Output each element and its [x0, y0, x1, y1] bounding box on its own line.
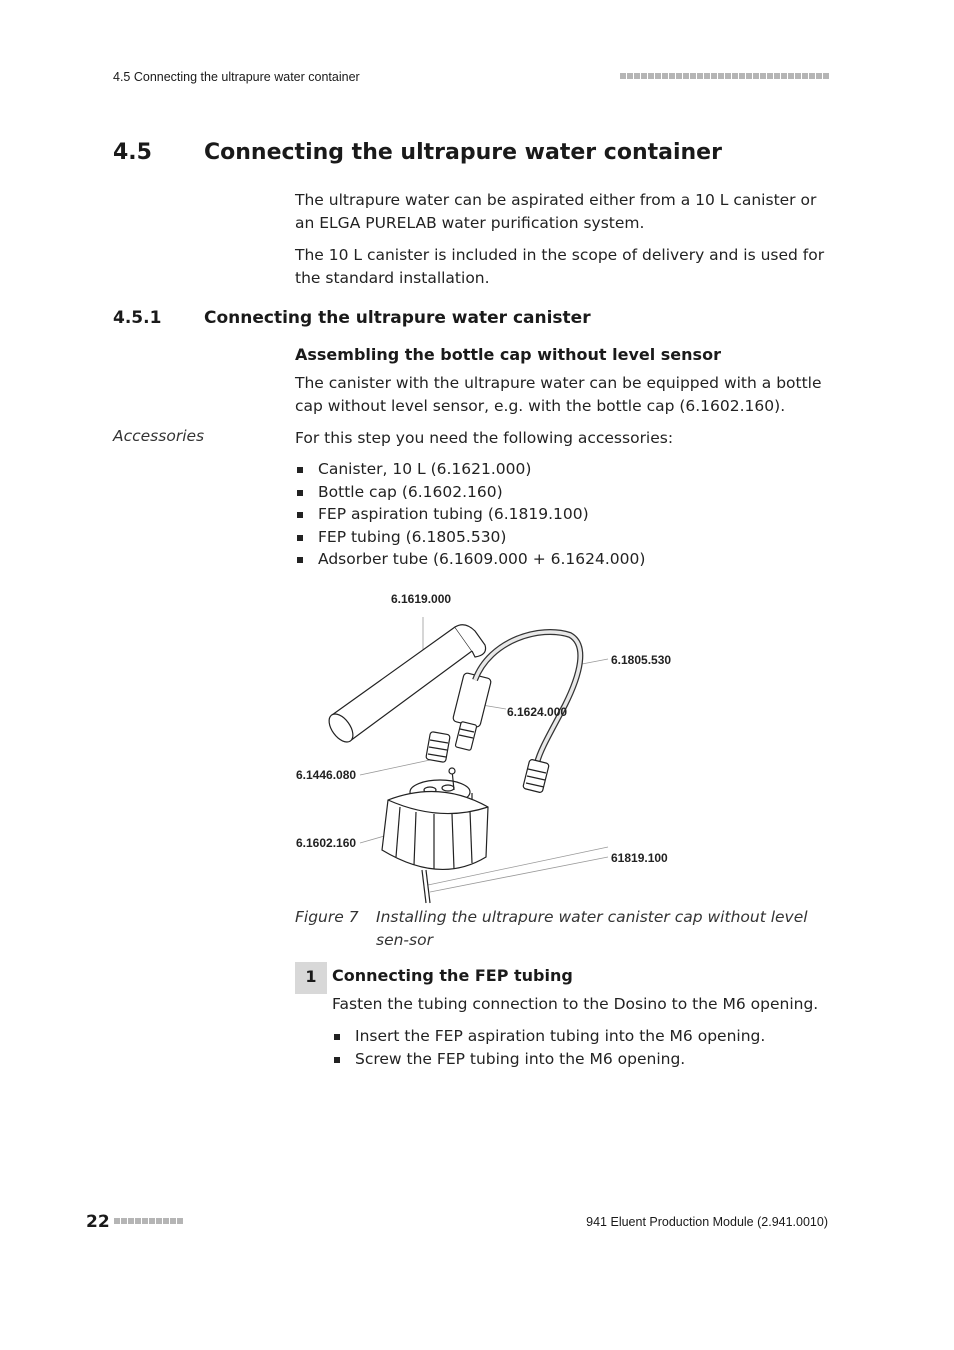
procedure-text: The canister with the ultrapure water can be equipped with a bottle cap without level sensor, e.g. with the bottle cap (6.1602.160). — [295, 374, 822, 415]
footer-dot-bar — [114, 1218, 183, 1224]
label-bottle-cap: 6.1602.160 — [296, 836, 357, 850]
figure-caption-text: Installing the ultrapure water canister cap without level sen-sor — [376, 908, 808, 949]
list-item: Insert the FEP aspiration tubing into the M6 opening. — [332, 1025, 827, 1048]
section-number: 4.5 — [113, 140, 152, 165]
figure-caption — [295, 906, 825, 952]
intro-paragraph-2: The 10 L canister is included in the scope of delivery and is used for the standard installation. — [295, 246, 825, 287]
accessories-label: Accessories — [113, 427, 205, 445]
label-coupling: 6.1446.080 — [296, 768, 357, 782]
list-item: Adsorber tube (6.1609.000 + 6.1624.000) — [295, 548, 825, 571]
document-title: 941 Eluent Production Module (2.941.0010) — [586, 1215, 828, 1229]
subsection-number: 4.5.1 — [113, 308, 162, 328]
accessories-intro: For this step you need the following accessories: — [295, 429, 674, 447]
step-text: Fasten the tubing connection to the Dosino to the M6 opening. — [332, 995, 819, 1013]
label-fep-tubing: 6.1805.530 — [611, 653, 672, 667]
section-heading — [113, 140, 722, 165]
label-adsorber: 6.1619.000 — [391, 592, 452, 606]
label-aspiration-tubing: 61819.100 — [611, 851, 668, 865]
section-title: Connecting the ultrapure water container — [204, 140, 722, 165]
figure-number: Figure 7 — [295, 908, 359, 926]
subsection-heading — [113, 308, 591, 328]
list-item: Canister, 10 L (6.1621.000) — [295, 458, 825, 481]
step-list — [332, 1025, 827, 1070]
header-dot-bar — [620, 73, 829, 79]
list-item: FEP aspiration tubing (6.1819.100) — [295, 503, 825, 526]
accessories-list — [295, 458, 825, 571]
step-title: Connecting the FEP tubing — [332, 966, 573, 985]
list-item: FEP tubing (6.1805.530) — [295, 526, 825, 549]
running-header-title: 4.5 Connecting the ultrapure water container — [113, 70, 360, 84]
list-item: Bottle cap (6.1602.160) — [295, 481, 825, 504]
page-number: 22 — [86, 1212, 110, 1232]
subsection-title: Connecting the ultrapure water canister — [204, 308, 591, 328]
procedure-title: Assembling the bottle cap without level sensor — [295, 345, 721, 364]
intro-paragraph-1: The ultrapure water can be aspirated either from a 10 L canister or an ELGA PURELAB water purification system. — [295, 191, 817, 232]
step-number-badge: 1 — [295, 962, 327, 994]
list-item: Screw the FEP tubing into the M6 opening. — [332, 1048, 827, 1071]
label-adsorber-adapter: 6.1624.000 — [507, 705, 568, 719]
